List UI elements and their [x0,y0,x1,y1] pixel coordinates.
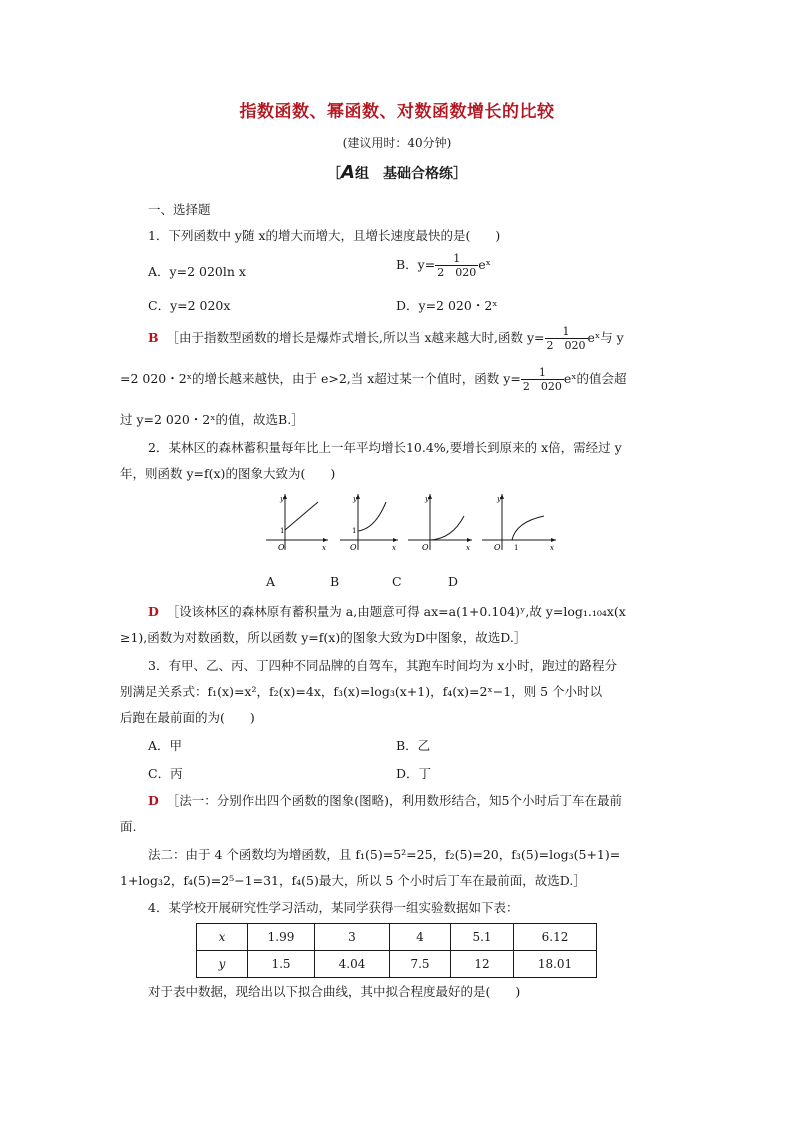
group-letter: A [341,162,355,183]
group-label: 组 基础合格练 [354,166,453,182]
graph-b-curve [358,502,386,531]
graph-b [340,494,398,552]
q1-option-b-suffix: eˣ [478,257,491,272]
q1-answer-text: ［由于指数型函数的增长是爆炸式增长,所以当 x越来越大时,函数 y= [166,330,545,345]
q1-answer-line2 [120,366,627,393]
q3-option-d: D．丁 [396,766,432,781]
graph-a [266,494,328,552]
y-label: y [497,495,501,503]
q1-option-b [396,252,491,279]
q2-answer-text: ［设该林区的森林原有蓄积量为 a,由题意可得 ax=a(1+0.104)ʸ,故 y=log₁.₁₀₄x(x [166,604,626,619]
page-title: 指数函数、幂函数、对数函数增长的比较 [239,102,555,122]
origin-label: O [494,543,501,552]
q4-line1: 4．某学校开展研究性学习活动，某同学获得一组实验数据如下表： [148,900,519,915]
x-axis-arrow [551,538,556,542]
q1-answer-fraction [521,366,564,393]
q1-answer-fraction [545,325,588,352]
graph-label-a: A [266,574,276,589]
table-cell: 12 [451,951,514,978]
table-cell: 18.01 [514,951,597,978]
fraction-numerator: 1 [545,325,588,339]
q1-option-a: A．y=2 020ln x [148,264,246,279]
graph-label-d: D [448,574,459,589]
q3-option-a: A．甲 [148,738,183,753]
q2-answer-letter: D [148,604,159,619]
q3-answer-text: ［法一：分别作出四个函数的图象(图略)，利用数形结合，知5个小时后丁车在最前 [166,793,623,808]
section-heading: 一、选择题 [148,202,211,217]
table-cell: y [197,951,248,978]
q3-option-c: C．丙 [148,766,183,781]
q3-answer-line2: 面. [120,819,137,834]
y-label: y [353,495,357,503]
graph-c-curve [430,516,464,540]
graph-label-b: B [330,574,340,589]
origin-label: O [350,543,357,552]
x-label: x [392,544,396,552]
table-cell: x [197,924,248,951]
origin-label: O [278,543,285,552]
group-bracket-open: ［ [327,166,342,182]
q1-stem: 1．下列函数中 y随 x的增大而增大，且增长速度最快的是( ) [148,228,501,243]
q2-graph-options [260,488,560,560]
x-axis-arrow [323,538,328,542]
q3-option-b: B．乙 [396,738,431,753]
graph-d-curve [512,516,544,540]
q3-line3: 后跑在最前面的为( ) [120,710,255,725]
table-cell: 1.5 [248,951,315,978]
q1-option-b-fraction [435,252,478,279]
data-table [196,923,597,978]
q1-answer-line1 [148,325,624,352]
q2-answer-line2: ≥1),函数为对数函数，所以函数 y=f(x)的图象大致为D中图象，故选D.］ [120,630,527,645]
table-row [197,924,597,951]
graph-a-curve [285,502,318,530]
q3-answer-line1 [148,791,622,809]
one-label: 1 [280,527,285,535]
one-label: 1 [514,544,519,552]
fraction-denominator: 2 020 [522,380,562,393]
table-cell: 5.1 [451,924,514,951]
q3-answer-line4: 1+log₃2，f₄(5)=2⁵−1=31，f₄(5)最大，所以 5 个小时后丁车在最前面，故选D.］ [120,873,586,888]
origin-label: O [422,543,429,552]
q2-line1: 2．某林区的森林蓄积量每年比上一年平均增长10.4%,要增长到原来的 x倍，需经过 y [148,440,622,455]
x-label: x [466,544,470,552]
q3-line2: 别满足关系式：f₁(x)=x²，f₂(x)=4x，f₃(x)=log₃(x+1)，f₄(x)=2ˣ−1，则 5 个小时以 [120,684,603,699]
fraction-numerator: 1 [521,366,564,380]
table-cell: 4 [390,924,451,951]
graph-d [482,494,556,552]
x-label: x [550,544,554,552]
q1-answer-line3: 过 y=2 020・2ˣ的值，故选B.］ [120,412,304,427]
q2-answer-line1 [148,602,626,620]
q3-answer-line3: 法二：由于 4 个函数均为增函数，且 f₁(5)=5²=25，f₂(5)=20，f₃(5)=log₃(5+1)= [148,847,621,862]
table-cell: 4.04 [315,951,390,978]
graph-label-c: C [392,574,402,589]
fraction-denominator: 2 020 [437,266,477,279]
q1-option-d: D．y=2 020・2ˣ [396,298,498,313]
q3-answer-letter: D [148,793,159,808]
table-cell: 1.99 [248,924,315,951]
graph-c [408,494,472,552]
x-axis-arrow [467,538,472,542]
fraction-denominator: 2 020 [546,339,586,352]
suggested-time: (建议用时：40分钟) [342,136,452,150]
q1-answer-text-tail: eˣ的值会超 [563,371,627,386]
fraction-numerator: 1 [435,252,478,266]
q1-answer-text-tail: eˣ与 y [587,330,624,345]
q2-line2: 年，则函数 y=f(x)的图象大致为( ) [120,466,336,481]
one-label: 1 [352,527,357,535]
x-label: x [322,544,326,552]
q1-option-c: C．y=2 020x [148,298,231,313]
q4-line2: 对于表中数据，现给出以下拟合曲线，其中拟合程度最好的是( ) [148,984,521,999]
x-axis-arrow [393,538,398,542]
group-bracket-close: ］ [452,166,467,182]
q3-line1: 3．有甲、乙、丙、丁四种不同品牌的自驾车，其跑车时间均为 x小时，跑过的路程分 [148,658,617,673]
table-cell: 3 [315,924,390,951]
q1-answer-letter: B [148,330,159,345]
y-label: y [280,495,284,503]
q1-answer-text: =2 020・2ˣ的增长越来越快，由于 e>2,当 x超过某一个值时，函数 y= [120,371,521,386]
group-header [0,162,794,183]
y-label: y [425,495,429,503]
table-cell: 6.12 [514,924,597,951]
table-row [197,951,597,978]
table-cell: 7.5 [390,951,451,978]
q1-option-b-prefix: B．y= [396,257,436,272]
